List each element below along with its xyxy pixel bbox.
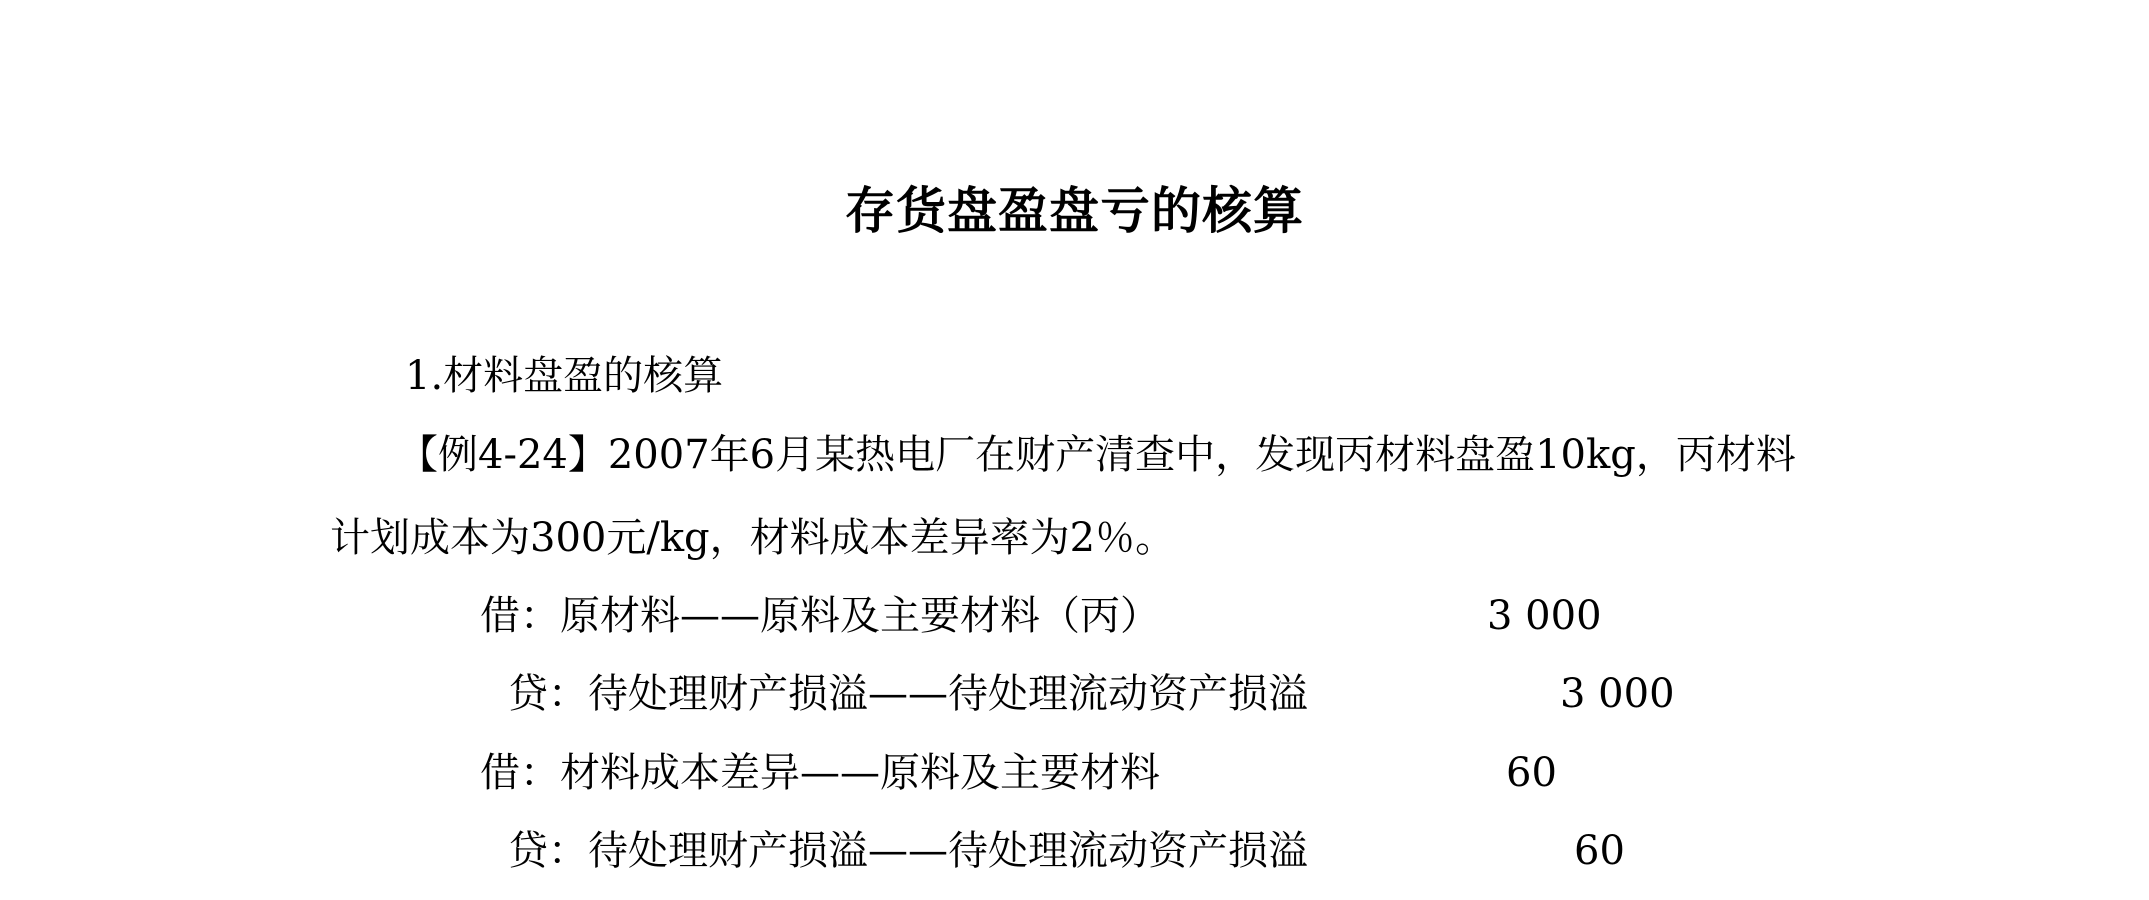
page-title: 存货盘盈盘亏的核算: [845, 181, 1304, 240]
example-text-line-1: 【例4-24】2007年6月某热电厂在财产清查中，发现丙材料盘盈10kg，丙材料: [398, 432, 1796, 478]
journal-entry-2-debit-text: 借：材料成本差异——原料及主要材料: [480, 750, 1160, 796]
section-heading: 1.材料盘盈的核算: [405, 353, 724, 399]
journal-entry-1-debit-amount: 3 000: [1487, 593, 1602, 639]
journal-entry-1-credit-amount: 3 000: [1560, 671, 1675, 717]
journal-entry-2-credit-text: 贷：待处理财产损溢——待处理流动资产损溢: [508, 828, 1308, 874]
journal-entry-2-credit-amount: 60: [1574, 828, 1625, 874]
journal-entry-1-debit-text: 借：原材料——原料及主要材料（丙）: [480, 593, 1160, 639]
example-text-line-2: 计划成本为300元/kg，材料成本差异率为2％。: [330, 515, 1176, 561]
journal-entry-1-credit-text: 贷：待处理财产损溢——待处理流动资产损溢: [508, 671, 1308, 717]
journal-entry-2-debit-amount: 60: [1506, 750, 1557, 796]
